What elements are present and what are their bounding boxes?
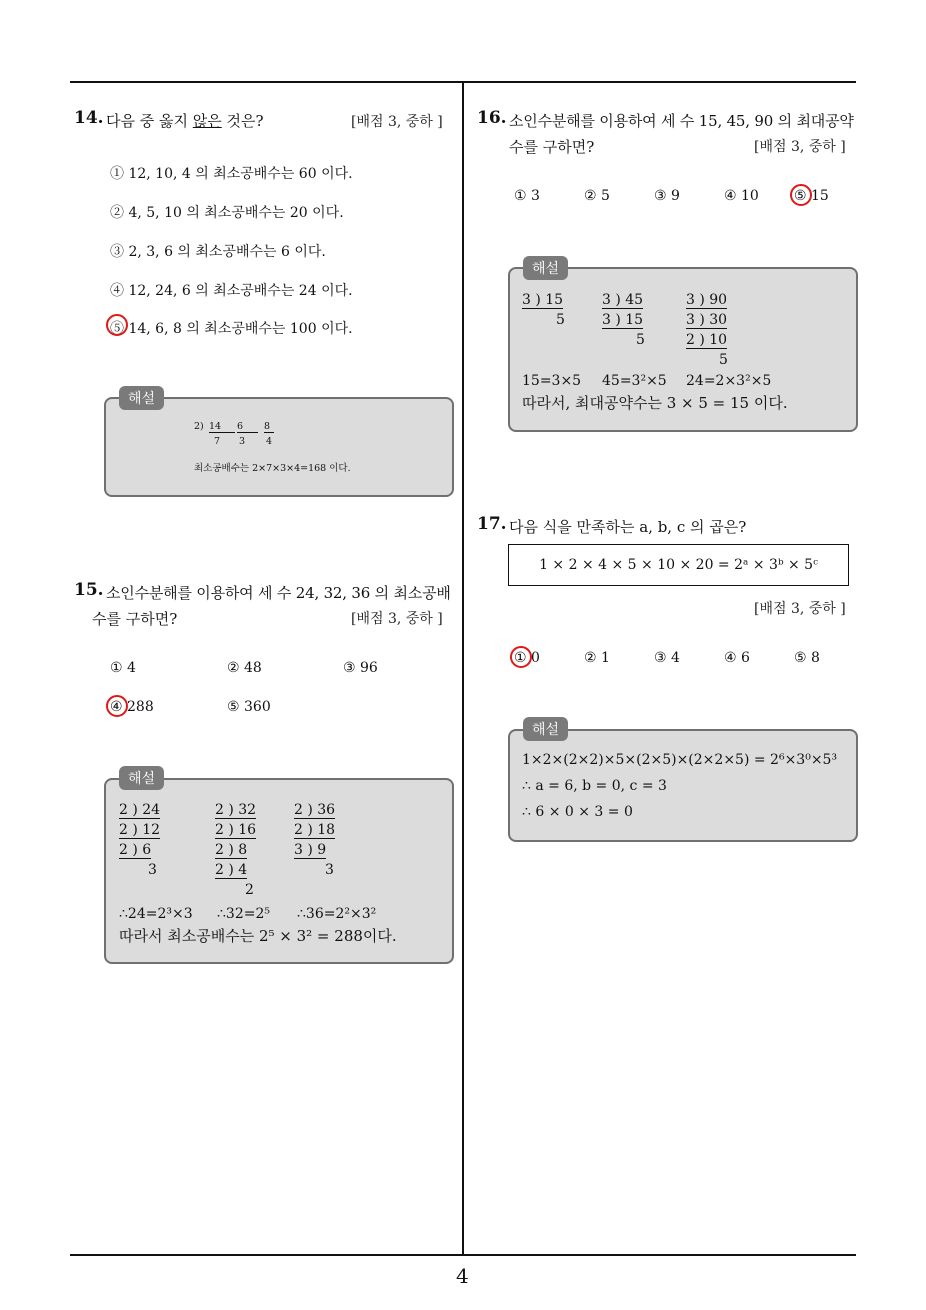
question-number: 16.	[477, 108, 507, 128]
answer-mark-circle	[106, 314, 128, 336]
factorization-24: ∴24=2³×3	[119, 906, 193, 922]
question-text-line-1: 소인수분해를 이용하여 세 수 24, 32, 36 의 최소공배	[106, 584, 451, 602]
option-2[interactable]: ② 1	[584, 650, 610, 666]
solution-tag: 해설	[119, 766, 164, 790]
score-meta: [배점 3, 중하 ]	[754, 601, 846, 617]
question-text-line-1: 소인수분해를 이용하여 세 수 15, 45, 90 의 최대공약	[509, 112, 854, 130]
option-5[interactable]: ⑤ 15	[794, 188, 829, 204]
option-3[interactable]: ③ 9	[654, 188, 680, 204]
option-1[interactable]: ① 0	[514, 650, 540, 666]
solution-line: 최소공배수는 2×7×3×4=168 이다.	[194, 463, 351, 474]
option-1[interactable]: ① 12, 10, 4 의 최소공배수는 60 이다.	[110, 166, 353, 182]
answer-mark-circle	[510, 646, 532, 668]
score-meta: [배점 3, 중하 ]	[351, 114, 443, 130]
score-meta: [배점 3, 중하 ]	[351, 611, 443, 627]
question-text: 다음 중 옳지 않은 것은?	[106, 112, 264, 130]
solution-tag: 해설	[523, 717, 568, 741]
conclusion: 따라서 최소공배수는 2⁵ × 3² = 288이다.	[119, 927, 397, 945]
option-3[interactable]: ③ 4	[654, 650, 680, 666]
factorization-36: ∴36=2²×3²	[297, 906, 377, 922]
answer-mark-circle	[790, 184, 812, 206]
option-4[interactable]: ④ 12, 24, 6 의 최소공배수는 24 이다.	[110, 283, 353, 299]
equation-box	[508, 544, 849, 586]
question-text: 다음 식을 만족하는 a, b, c 의 곱은?	[509, 518, 747, 536]
question-number: 15.	[74, 580, 104, 600]
answer-mark-circle	[106, 695, 128, 717]
question-text-line-2: 수를 구하면?	[509, 138, 595, 156]
conclusion: 따라서, 최대공약수는 3 × 5 = 15 이다.	[522, 394, 788, 412]
option-4[interactable]: ④ 6	[724, 650, 750, 666]
question-text-line-2: 수를 구하면?	[92, 610, 178, 628]
option-1[interactable]: ① 4	[110, 660, 136, 676]
option-5[interactable]: ⑤ 14, 6, 8 의 최소공배수는 100 이다.	[110, 321, 353, 337]
option-3[interactable]: ③ 96	[343, 660, 378, 676]
option-2[interactable]: ② 4, 5, 10 의 최소공배수는 20 이다.	[110, 205, 344, 221]
option-1[interactable]: ① 3	[514, 188, 540, 204]
factorization-90: 24=2×3²×5	[686, 373, 772, 389]
solution-tag: 해설	[119, 386, 164, 410]
equation: 1 × 2 × 4 × 5 × 10 × 20 = 2ᵃ × 3ᵇ × 5ᶜ	[539, 557, 818, 573]
score-meta: [배점 3, 중하 ]	[754, 139, 846, 155]
factorization-45: 45=3²×5	[602, 373, 667, 389]
page-number: 4	[456, 1264, 469, 1288]
column-divider	[462, 82, 464, 1256]
factorization-32: ∴32=2⁵	[217, 906, 270, 922]
factorization-15: 15=3×5	[522, 373, 582, 389]
question-number: 17.	[477, 514, 507, 534]
solution-box	[104, 397, 454, 497]
question-number: 14.	[74, 108, 104, 128]
option-5[interactable]: ⑤ 8	[794, 650, 820, 666]
solution-line-3: ∴ 6 × 0 × 3 = 0	[522, 804, 633, 820]
option-5[interactable]: ⑤ 360	[227, 699, 271, 715]
option-4[interactable]: ④ 10	[724, 188, 759, 204]
bottom-rule	[70, 1254, 856, 1256]
option-3[interactable]: ③ 2, 3, 6 의 최소공배수는 6 이다.	[110, 244, 326, 260]
solution-line-1: 1×2×(2×2)×5×(2×5)×(2×2×5) = 2⁶×3⁰×5³	[522, 752, 838, 768]
option-2[interactable]: ② 5	[584, 188, 610, 204]
option-4[interactable]: ④ 288	[110, 699, 154, 715]
option-2[interactable]: ② 48	[227, 660, 262, 676]
solution-line-2: ∴ a = 6, b = 0, c = 3	[522, 778, 667, 794]
solution-tag: 해설	[523, 256, 568, 280]
